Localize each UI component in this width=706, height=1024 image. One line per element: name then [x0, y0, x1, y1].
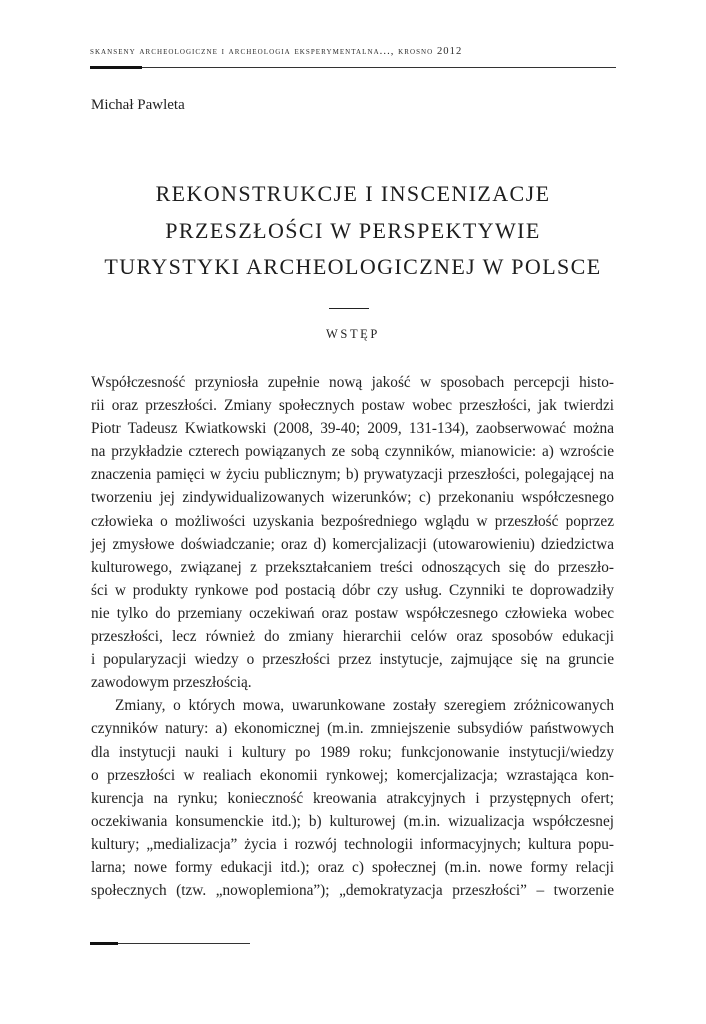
text-line: Zmiany, o których mowa, uwarunkowane zostały szeregiem zróżnicowanych [115, 697, 614, 715]
text-line: Współczesność przyniosła zupełnie nową jakość w sposobach percepcji histo- [91, 374, 614, 391]
text-line: znaczenia pamięci w życiu publicznym; b) prywatyzacji przeszłości, polegającej na [91, 466, 614, 484]
text-line: Piotr Tadeusz Kwiatkowski (2008, 39-40; 2009, 131-134), zaobserwować można [91, 420, 614, 438]
text-line: jej zmysłowe doświadczanie; oraz d) komercjalizacji (utowarowieniu) dziedzictwa [91, 535, 614, 553]
text-line: o przeszłości w realiach ekonomii rynkowej; komercjalizacja; wzrastająca kon- [91, 766, 614, 784]
text-line: rii oraz przeszłości. Zmiany społecznych postaw wobec przeszłości, jak twierdzi [91, 397, 614, 415]
text-line: tworzeniu jej zindywidualizowanych wizerunków; c) przekonaniu współczesnego [91, 489, 614, 507]
title-line: REKONSTRUKCJE I INSCENIZACJE [155, 181, 551, 206]
text-line: kultury; „medializacja” życia i rozwój technologii informacyjnych; kultura popu- [91, 835, 614, 853]
running-head: skanseny archeologiczne i archeologia eksperymentalna..., krosno 2012 [90, 46, 463, 57]
title-line: TURYSTYKI ARCHEOLOGICZNEJ W POLSCE [104, 254, 602, 279]
footnote-rule-accent [90, 942, 118, 945]
body-text [91, 371, 614, 902]
text-line: ści w produkty rynkowe pod postacią dóbr czy usług. Czynniki te doprowadziły [91, 581, 614, 599]
text-line: czynników natury: a) ekonomicznej (m.in. zmniejszenie subsydiów państwowych [91, 720, 614, 738]
text-line: kurencja na rynku; konieczność kreowania atrakcyjnych i przystępnych ofert; [91, 789, 614, 807]
text-line: larna; nowe formy edukacji itd.); oraz c) społecznej (m.in. nowe formy relacji [91, 858, 614, 876]
title-line: PRZESZŁOŚCI W PERSPEKTYWIE [165, 217, 541, 243]
text-line: zawodowym przeszłością. [91, 674, 252, 692]
section-heading: WSTĘP [326, 327, 380, 341]
text-line: przeszłości, lecz również do zmiany hierarchii celów oraz sposobów edukacji [91, 628, 614, 646]
text-line: dla instytucji nauki i kultury po 1989 roku; funkcjonowanie instytucji/wiedzy [91, 743, 614, 761]
text-line: oczekiwania konsumenckie itd.); b) kulturowej (m.in. wizualizacja współczesnej [91, 812, 614, 830]
author-name: Michał Pawleta [91, 97, 185, 113]
text-line: społecznych (tzw. „nowoplemiona”); „demokratyzacja przeszłości” – tworzenie [91, 882, 614, 900]
header-rule-accent [90, 66, 142, 69]
title-divider [329, 308, 369, 309]
article-title [60, 176, 646, 286]
text-line: na przykładzie czterech powiązanych ze sobą czynników, mianowicie: a) wzroście [91, 443, 614, 461]
text-line: kulturowego, związanej z przekształcaniem treści odnoszących się do przeszło- [91, 558, 614, 576]
text-line: człowieka o możliwości uzyskania bezpośredniego wglądu w przeszłość poprzez [91, 512, 614, 530]
header-rule [90, 67, 616, 68]
text-line: i popularyzacji wiedzy o przeszłości przez instytucje, zajmujące się na gruncie [91, 651, 614, 669]
text-line: nie tylko do przemiany oczekiwań oraz postaw współczesnego człowieka wobec [91, 604, 614, 622]
